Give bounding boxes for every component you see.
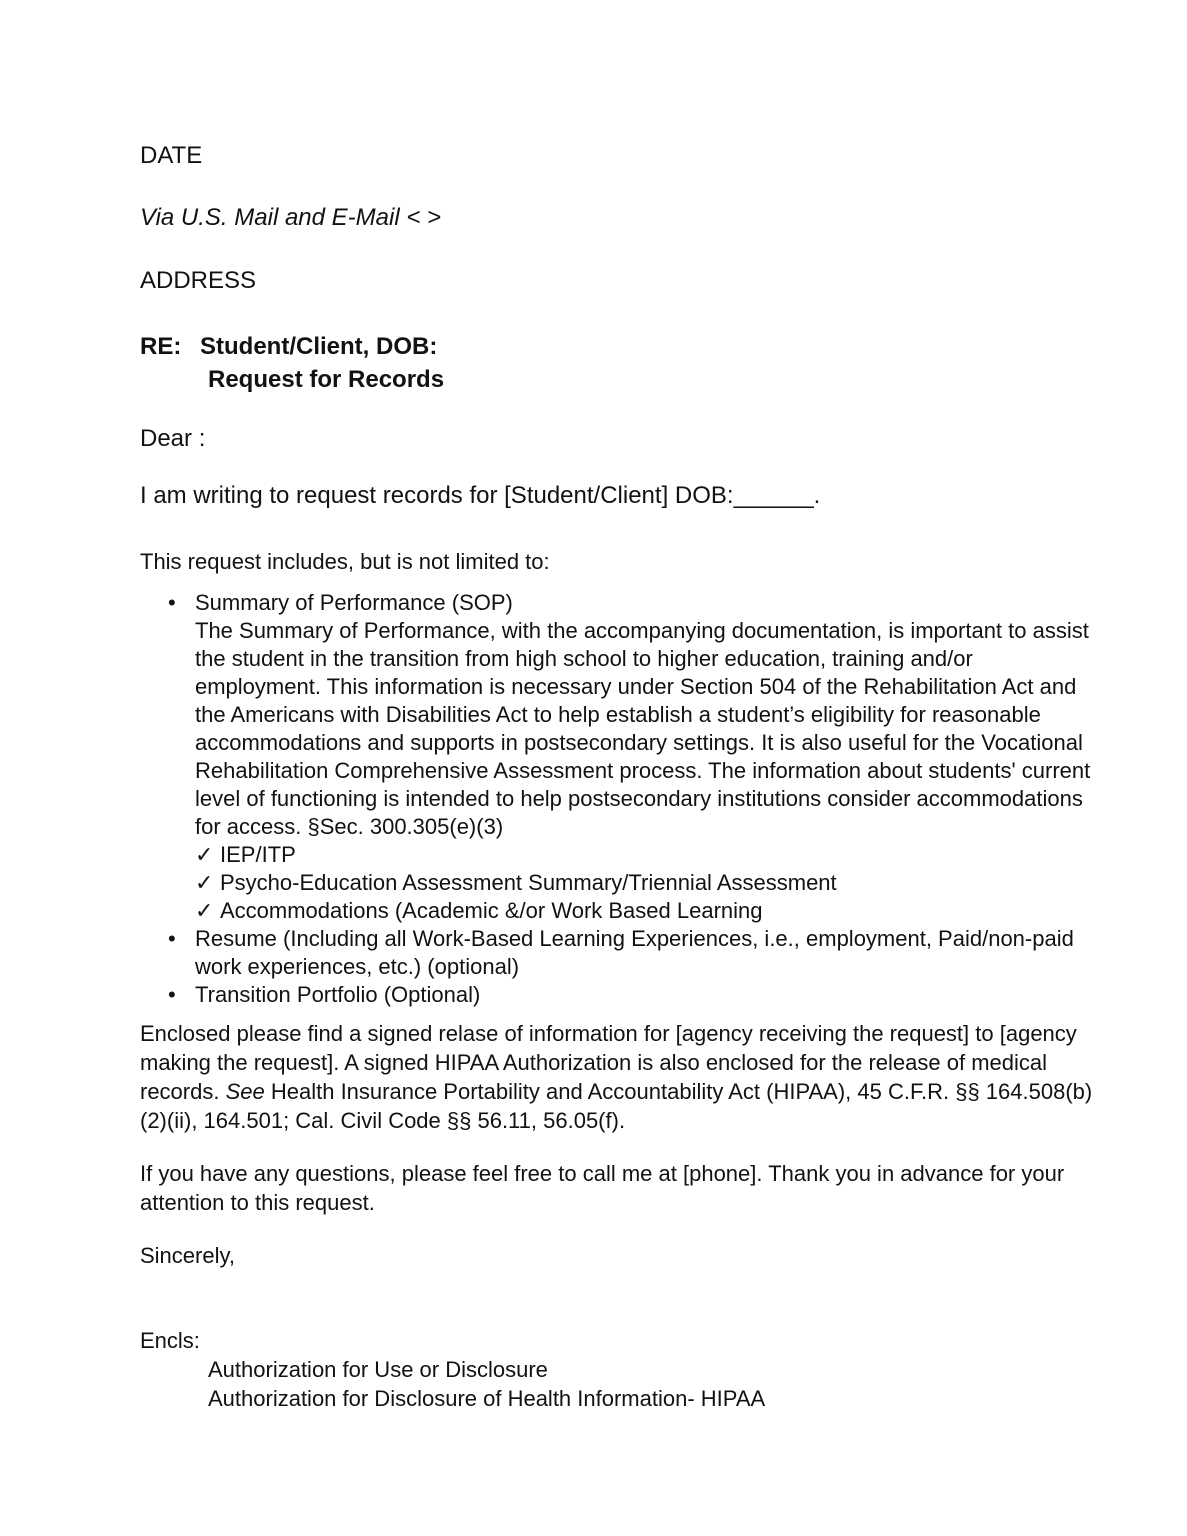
see-citation: See [225, 1079, 265, 1104]
check-item-accommodations [195, 897, 1100, 925]
re-subject-line1: Student/Client, DOB: [200, 333, 438, 360]
re-prefix: RE: [140, 333, 182, 360]
checkmark-icon: ✓ [195, 898, 214, 923]
enclosures-block [140, 1326, 1100, 1413]
check-item-label: IEP/ITP [220, 842, 296, 867]
bullet-icon: • [168, 926, 176, 951]
questions-paragraph: If you have any questions, please feel free to call me at [phone]. Thank you in advance for your attention to this request. [140, 1161, 1065, 1215]
list-item-transition-portfolio [140, 981, 1100, 1009]
re-subject-line2: Request for Records [208, 366, 445, 393]
salutation: Dear : [140, 425, 206, 452]
check-item-psycho-education [195, 869, 1100, 897]
enclosed-text-after: Health Insurance Portability and Accountability Act (HIPAA), 45 C.F.R. §§ 164.508(b)(2)(ii), 164.501; Cal. Civil Code §§ 56.11, 56.05(f). [140, 1079, 1093, 1133]
request-intro: This request includes, but is not limited to: [140, 549, 550, 574]
via-line: Via U.S. Mail and E-Mail < > [140, 204, 442, 231]
date-line: DATE [140, 142, 203, 169]
check-item-label: Psycho-Education Assessment Summary/Triennial Assessment [220, 870, 837, 895]
bullet-icon: • [168, 590, 176, 615]
encls-label: Encls: [140, 1328, 200, 1353]
list-item-title: Summary of Performance (SOP) [195, 590, 513, 615]
enclosed-paragraph [140, 1019, 1100, 1135]
address-line: ADDRESS [140, 267, 257, 294]
checkmark-icon: ✓ [195, 870, 214, 895]
list-item-title: Resume (Including all Work-Based Learning Experiences, i.e., employment, Paid/non-paid work experiences, etc.) (optional) [195, 926, 1074, 979]
bullet-icon: • [168, 982, 176, 1007]
list-item-resume [140, 925, 1100, 981]
request-list [140, 589, 1100, 1009]
re-block [140, 330, 1100, 396]
list-item-body: The Summary of Performance, with the accompanying documentation, is important to assist the student in the transition from high school to higher education, training and/or employment. This information is necessary under Section 504 of the Rehabilitation Act and the Americans with Disabilities Act to help establish a student’s eligibility for reasonable accommodations and supports in postsecondary settings. It is also useful for the Vocational Rehabilitation Comprehensive Assessment process. The information about students' current level of functioning is intended to help postsecondary institutions consider accommodations for access. §Sec. 300.305(e)(3) [195, 618, 1091, 839]
closing-line: Sincerely, [140, 1243, 235, 1268]
check-item-label: Accommodations (Academic &/or Work Based Learning [220, 898, 763, 923]
intro-paragraph: I am writing to request records for [Student/Client] DOB:______. [140, 482, 821, 509]
check-item-iep [195, 841, 1100, 869]
enclosure-item: Authorization for Disclosure of Health Information- HIPAA [208, 1386, 766, 1411]
checkmark-icon: ✓ [195, 842, 214, 867]
list-item-sop [140, 589, 1100, 925]
enclosed-text-before: Enclosed please find a signed relase of information for [agency receiving the request] to [agency making the request]. A signed HIPAA Authorization is also enclosed for the release of medical records. [140, 1021, 1077, 1104]
list-item-title: Transition Portfolio (Optional) [195, 982, 481, 1007]
enclosure-item: Authorization for Use or Disclosure [208, 1357, 548, 1382]
